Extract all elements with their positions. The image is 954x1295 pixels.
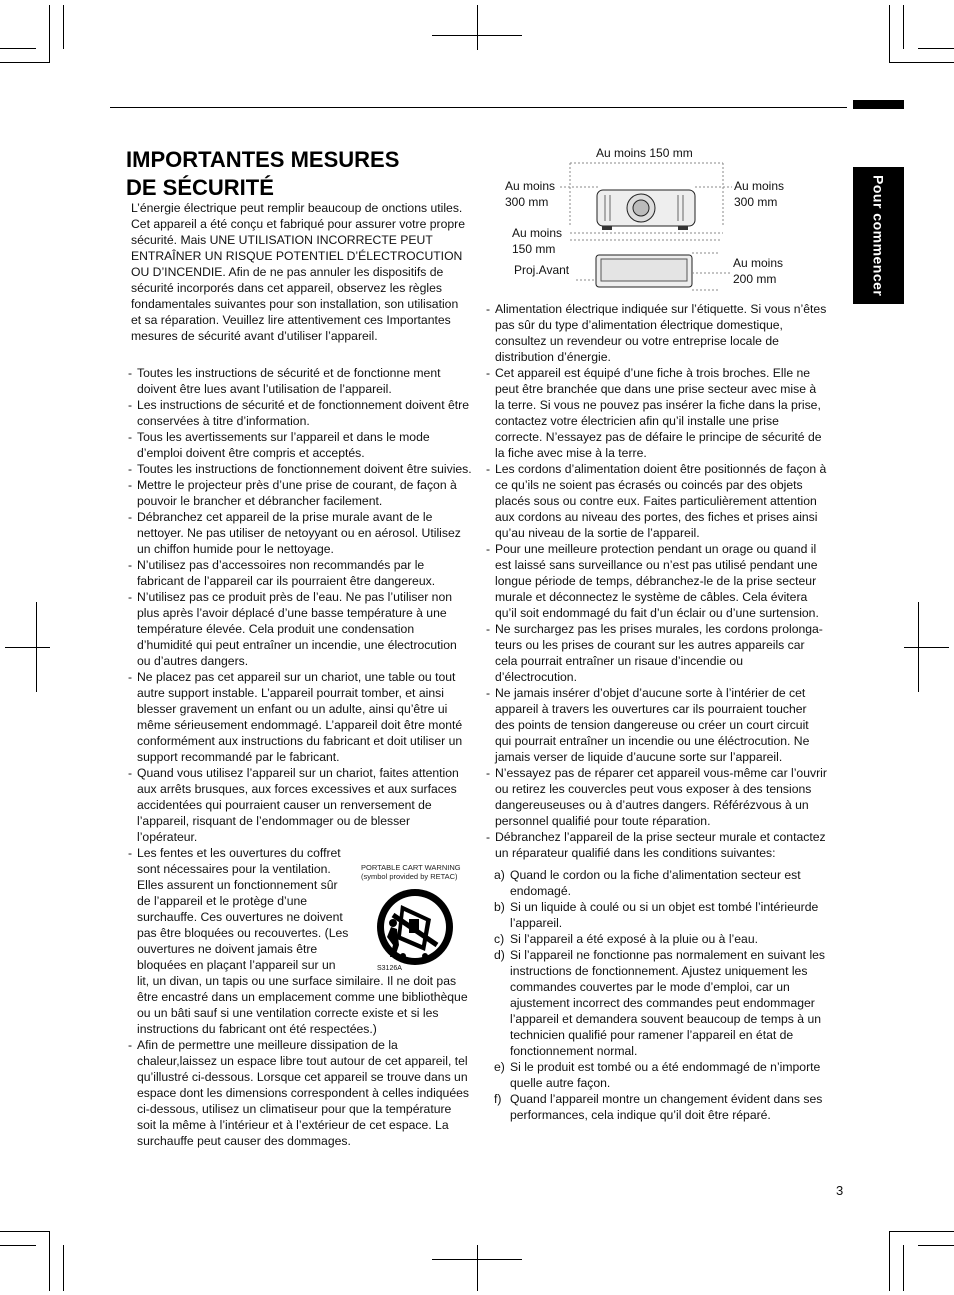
list-item-text: Toutes les instructions de fonctionnement doivent être suivies. (137, 462, 472, 476)
clearance-diagram (500, 145, 800, 295)
list-item-text: N’essayez pas de réparer cet appareil vous-même car l’ouvrir ou retirez les couvercles peut vous exposer à des tensions dangereuseuses ou à d’autres dangers. Référézvous à un personnel qualifié pour toute réparation. (495, 766, 827, 828)
condition-text: Si un liquide à coulé ou si un objet est tombé l’intérieurde l’appareil. (510, 900, 819, 930)
condition-text: Si l’appareil a été exposé à la pluie ou à l’eau. (510, 932, 758, 946)
condition-marker: c) (494, 932, 505, 946)
list-item: - Ne placez pas cet appareil sur un chariot, une table ou tout autre support instable. L’appareil pourrait tomber, et ainsi blesser gravement un enfant ou un adulte, ainsi qu’être ui même sérieusement endommagé. L’appareil doit être monté conformément aux instructions du fabricant et doit utiliser un support recommandé par le fabricant. (128, 670, 463, 764)
list-item-text: Ne surchargez pas les prises murales, les cordons prolonga-teurs ou les prises de courant sur les autres appareils car cela pourrait entraîner un risaue d’incendie ou d’électrocution. (495, 622, 823, 684)
cart-caption-source: (symbol provided by RETAC) (361, 872, 458, 881)
crop-mark (0, 1231, 50, 1232)
list-item-text: Ne placez pas cet appareil sur un chariot, une table ou tout autre support instable. L’appareil pourrait tomber, et ainsi blesser gravement un enfant ou un adulte, ainsi qu’être ui même sérieusement endommagé. L’appareil doit être monté conformément aux instructions du fabricant et doit utiliser un support recommandé par le fabricant. (137, 670, 463, 764)
label-rear-clearance: Au moins 200 mm (733, 256, 784, 286)
crop-mark (0, 1245, 36, 1246)
list-item: - N’utilisez pas ce produit près de l’eau. Ne pas l’utiliser non plus après l’avoir déplacé d’une basse température à une température élevée. Cela produit une condensation d’humidité qui peut entraîner un incendie, une électrocution ou d’autres dangers. (128, 590, 457, 668)
list-item-text: Débranchez cet appareil de la prise murale avant de le nettoyer. Ne pas utiliser de netoyyant ou en aérosol. Utilisez un chiffon humide pour le nettoyage. (137, 510, 461, 556)
vent-text-part1: Les fentes et les ouvertures du coffret sont nécessaires pour la ventilation. Elles assurent un fonctionnement sûr de l’appareil et le protège d’une surchauffe. Ces ouvertures ne doivent pas être bloquées ou recouvertes. (Les ouvertures ne doivent jamais être bloquées en plaçant l’appareil sur un (137, 846, 349, 972)
condition-marker: b) (494, 900, 505, 914)
crop-mark (0, 48, 36, 49)
list-item-text: Toutes les instructions de sécurité et de fonctionne ment doivent être lues avant l’utilisation de l’appareil. (137, 366, 441, 396)
list-item: - Les fentes et les ouvertures du coffret sont nécessaires pour la ventilation. Elles assurent un fonctionnement sûr de l’appareil et le protège d’une surchauffe. Ces ouvertures ne doivent pas être bloquées ou recouvertes. (Les ouvertures ne doivent jamais être bloquées en plaçant l’appareil sur un lit, un divan, un tapis ou une surface similaire. Il ne doit pas être encastré dans un emplacement comme une bibliothèque ou un bâti sauf si une ventilation correcte existe et si les instructions du fabricant ont été respectées.) (128, 845, 473, 1037)
list-item: - Débranchez cet appareil de la prise murale avant de le nettoyer. Ne pas utiliser de netoyyant ou en aérosol. Utilisez un chiffon humide pour le nettoyage. (128, 510, 461, 556)
condition-item (494, 899, 828, 931)
vent-text-part2: lit, un divan, un tapis ou une surface similaire. Il ne doit pas être encastré dans un emplacement comme une bibliothèque ou un bâti sauf si une ventilation correcte existe et si les instructions du fabricant ont été respectées.) (137, 974, 468, 1036)
condition-item (494, 947, 828, 1059)
crop-mark (889, 5, 890, 63)
list-item-text: Pour une meilleure protection pendant un orage ou quand il est laissé sans surveillance ou n’est pas utilisé pendant une longue période de temps, débranchez-le de la prise secteur murale et déconnectez le système de câbles. Cela évitera qu’il soit endommagé du fait d’un éclair ou d’une surtension. (495, 542, 819, 620)
list-item: - Débranchez l’appareil de la prise secteur murale et contactez un réparateur qualifié dans les conditions suivantes: (486, 830, 826, 860)
cart-code: S3126A (377, 965, 402, 972)
section-tab-label: Pour commencer (870, 174, 887, 297)
repair-conditions (494, 867, 828, 1123)
list-item: - Les cordons d’alimentation doient être positionnés de façon à ce qu’ils ne soient pas écrasés ou coincés par des objets placés sous ou contre eux. Faites particulièrement attention aux cordons au niveau des portes, des fiches et prises ainsi qu’au niveau de la sortie de l’appareil. (486, 462, 827, 540)
condition-text: Si le produit est tombé ou a été endommagé de n’importe quelle autre façon. (510, 1060, 821, 1090)
condition-item (494, 867, 828, 899)
crop-mark (889, 62, 954, 63)
list-item: - Toutes les instructions de fonctionnement doivent être suivies. (128, 462, 472, 476)
cart-warning (361, 863, 471, 978)
list-item: - Tous les avertissements sur l’appareil et dans le mode d’emploi doivent être compris et acceptés. (128, 430, 430, 460)
list-item: - Quand vous utilisez l’appareil sur un chariot, faites attention aux arrêts brusques, aux forces excessives et aux surfaces accidentées qui pourraient causer un renversement de l’appareil, risquant de l’endommager ou de blesser l’opérateur. (128, 766, 459, 844)
intro-paragraph: L’énergie électrique peut remplir beaucoup de onctions utiles. Cet appareil a été conçu et fabriqué pour assurer votre propre sécurité. Mais UNE UTILISATION INCORRECTE PEUT ENTRAÎNER UN RISQUE POTENTIEL D’ÉLECTROCUTION OU D’INCENDIE. Afin de ne pas annuler les dispositifs de sécurité incorporés dans cet appareil, observez les règles fondamentales suivantes pour son installation, son utilisation et sa réparation. Veuillez lire attentivement ces Importantes mesures de sécurité avant d’utiliser l’appareil. (131, 201, 465, 343)
label-front-clearance: Au moins 150 mm (512, 226, 563, 256)
cart-warning-icon (373, 885, 457, 969)
list-item-text: Alimentation électrique indiquée sur l’étiquette. Si vous n’êtes pas sûr du type d’alimentation électrique domestique, consultez un revendeur ou votre entreprise locale de distribution d’énergie. (495, 302, 827, 364)
crop-mark (889, 1231, 890, 1291)
condition-item (494, 1091, 828, 1123)
list-item-text: N’utilisez pas ce produit près de l’eau. Ne pas l’utiliser non plus après l’avoir déplacé d’une basse température à une température élevée. Cela produit une condensation d’humidité qui peut entraîner un incendie, une électrocution ou d’autres dangers. (137, 590, 457, 668)
list-item: - N’essayez pas de réparer cet appareil vous-même car l’ouvrir ou retirez les couvercles peut vous exposer à des tensions dangereuseuses ou à d’autres dangers. Référézvous à un personnel qualifié pour toute réparation. (486, 766, 827, 828)
list-item: - Alimentation électrique indiquée sur l’étiquette. Si vous n’êtes pas sûr du type d’alimentation électrique domestique, consultez un revendeur ou votre entreprise locale de distribution d’énergie. (486, 302, 827, 364)
list-item: - Ne surchargez pas les prises murales, les cordons prolonga-teurs ou les prises de courant sur les autres appareils car cela pourrait entraîner un risaue d’incendie ou d’électrocution. (486, 622, 823, 684)
list-item: - Ne jamais insérer d’objet d’aucune sorte à l’intérier de cet appareil à travers les ouvertures car ils pourraient toucher des points de tension dangereuse ou créer un court circuit qui pourrait entraîner un incendie ou une éléctrocution. Ne jamais verser de liquide d’aucune sorte sur l’appareil. (486, 686, 810, 764)
condition-text: Quand l’appareil montre un changement évident dans ses performances, cela indique qu’il doit être réparé. (510, 1092, 823, 1122)
label-proj-avant: Proj.Avant (514, 263, 570, 277)
safety-list (128, 365, 473, 845)
list-item-text: Les instructions de sécurité et de fonctionnement doivent être conservées à titre d’information. (137, 398, 469, 428)
crop-mark (49, 1231, 50, 1291)
safety-list-continued (486, 301, 828, 861)
tab-marker (853, 100, 904, 109)
section-tab (853, 167, 904, 304)
list-item: - Mettre le projecteur près d’une prise de courant, de façon à pouvoir le brancher et débrancher facilement. (128, 478, 457, 508)
condition-marker: a) (494, 868, 505, 882)
crop-mark (904, 647, 949, 648)
list-item-text: Cet appareil est équipé d’une fiche à trois broches. Elle ne peut être branchée que dans une prise secteur avec mise à la terre. Si vous ne pouvez pas insérer la fiche dans la prise, contactez votre électricien afin qu’il installe une prise correcte. N’essayez pas de défaire le principe de sécurité de la fiche avec mise à la terre. (495, 366, 822, 460)
condition-item (494, 931, 828, 947)
condition-text: Quand le cordon ou la fiche d’alimentation secteur est endomagé. (510, 868, 801, 898)
condition-text: Si l’appareil ne fonctionne pas normalement en suivant les instructions de fonctionnement. Ajustez uniquement les commandes couvertes par le mode d’emploi, car un ajustement incorrect des commandes peut endommager l’appareil et demandera souvent beaucoup de temps à un technicien qualifié pour ramener l’appareil en état de fonctionnement normal. (510, 948, 826, 1058)
crop-mark (477, 5, 478, 50)
crop-mark (49, 5, 50, 63)
crop-mark (918, 48, 954, 49)
condition-marker: f) (494, 1092, 502, 1106)
list-item-text: Débranchez l’appareil de la prise secteur murale et contactez un réparateur qualifié dans les conditions suivantes: (495, 830, 826, 860)
header-rule (110, 107, 847, 108)
list-item: - Cet appareil est équipé d’une fiche à trois broches. Elle ne peut être branchée que dans une prise secteur avec mise à la terre. Si vous ne pouvez pas insérer la fiche dans la prise, contactez votre électricien afin qu’il installe une prise correcte. N’essayez pas de défaire le principe de sécurité de la fiche avec mise à la terre. (486, 366, 822, 460)
list-item-text: N’utilisez pas d’accessoires non recommandés par le fabricant de l’appareil car ils pourraient être dangereux. (137, 558, 436, 588)
crop-mark (0, 62, 50, 63)
crop-mark (918, 1245, 954, 1246)
list-item: - Pour une meilleure protection pendant un orage ou quand il est laissé sans surveillance ou n’est pas utilisé pendant une longue période de temps, débranchez-le de la prise secteur murale et déconnectez le système de câbles. Cela évitera qu’il soit endommagé du fait d’un éclair ou d’une surtension. (486, 542, 819, 620)
crop-mark (63, 5, 64, 49)
list-item-text: Quand vous utilisez l’appareil sur un chariot, faites attention aux arrêts brusques, aux forces excessives et aux surfaces accidentées qui pourraient causer un renversement de l’appareil, risquant de l’endommager ou de blesser l’opérateur. (137, 766, 459, 844)
crop-mark (903, 1245, 904, 1291)
page-title: IMPORTANTES MESURES DE SÉCURITÉ (126, 147, 400, 200)
left-column (128, 365, 473, 1149)
list-item-text: Tous les avertissements sur l’appareil et dans le mode d’emploi doivent être compris et acceptés. (137, 430, 430, 460)
condition-marker: d) (494, 948, 505, 962)
list-item-text: Mettre le projecteur près d’une prise de courant, de façon à pouvoir le brancher et débrancher facilement. (137, 478, 457, 508)
condition-marker: e) (494, 1060, 505, 1074)
cart-caption: PORTABLE CART WARNING (361, 863, 461, 872)
list-item: - Toutes les instructions de sécurité et de fonctionne ment doivent être lues avant l’utilisation de l’appareil. (128, 366, 441, 396)
list-item: - N’utilisez pas d’accessoires non recommandés par le fabricant de l’appareil car ils pourraient être dangereux. (128, 558, 436, 588)
page-number: 3 (836, 1183, 844, 1198)
label-left-clearance: Au moins 300 mm (505, 179, 556, 209)
crop-mark (903, 5, 904, 49)
list-item: - Afin de permettre une meilleure dissipation de la chaleur,laissez un espace libre tout autour de cet appareil, tel qu’illustré ci-dessous. Lorsque cet appareil se trouve dans un espace dont les dimensions correspondent à celles indiquées ci-dessous, utilisez un climatiseur pour que la température soit la même à l’intérieur et à l’extérieur de cet espace. La surchauffe peut causer des dommages. (128, 1038, 469, 1148)
crop-mark (477, 1245, 478, 1291)
list-item: - Les instructions de sécurité et de fonctionnement doivent être conservées à titre d’information. (128, 398, 469, 428)
list-item-text: Les cordons d’alimentation doient être positionnés de façon à ce qu’ils ne soient pas écrasés ou coincés par des objets placés sous ou contre eux. Faites particulièrement attention aux cordons au niveau des portes, des fiches et prises ainsi qu’au niveau de la sortie de l’appareil. (495, 462, 827, 540)
crop-mark (63, 1245, 64, 1291)
label-right-clearance: Au moins 300 mm (734, 179, 785, 209)
condition-item (494, 1059, 828, 1091)
right-column (486, 301, 828, 1123)
crop-mark (5, 647, 50, 648)
list-item-text: Ne jamais insérer d’objet d’aucune sorte à l’intérier de cet appareil à travers les ouvertures car ils pourraient toucher des points de tension dangereuse ou créer un court circuit qui pourrait entraîner un incendie ou une éléctrocution. Ne jamais verser de liquide d’aucune sorte sur l’appareil. (495, 686, 810, 764)
crop-mark (889, 1231, 954, 1232)
label-top-clearance: Au moins 150 mm (596, 146, 693, 160)
